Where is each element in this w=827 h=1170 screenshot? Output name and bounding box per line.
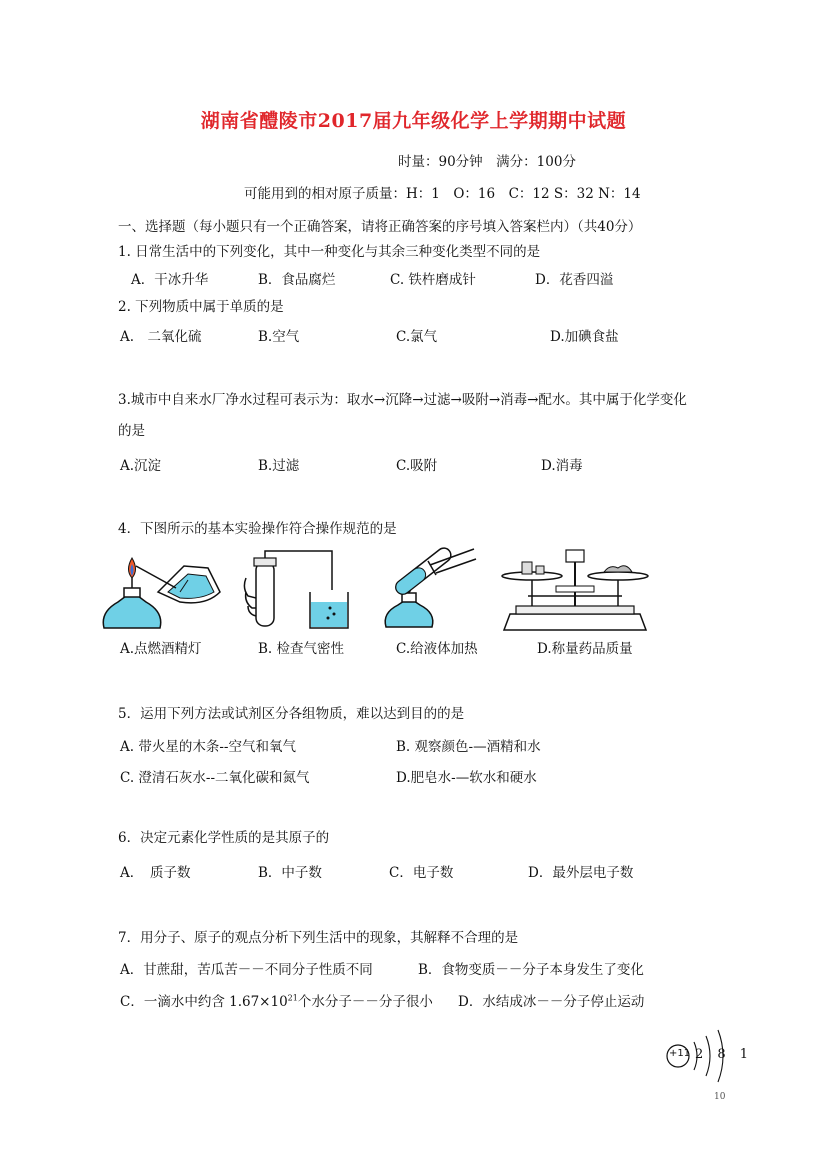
q7-option-c-text-cont: 个水分子－－分子很小	[297, 994, 433, 1010]
q2-option-d: D.加碘食盐	[550, 329, 619, 345]
q2-option-a: A. 二氧化硫	[120, 329, 202, 345]
q7-option-c-text: C．一滴水中约含 1.67×10	[120, 994, 288, 1010]
q7-option-c	[120, 990, 433, 1010]
q4-option-c: C.给液体加热	[396, 641, 478, 657]
q5-option-d: D.肥皂水-—软水和硬水	[396, 770, 537, 786]
page-number: 10	[714, 1092, 726, 1102]
q5-option-c: C. 澄清石灰水--二氧化碳和氮气	[120, 770, 310, 786]
time-info: 时量：90分钟 满分：100分	[398, 154, 576, 170]
q7-option-a: A．甘蔗甜，苦瓜苦－－不同分子性质不同	[120, 962, 373, 978]
q2-option-b: B.空气	[258, 329, 300, 345]
alcohol-lamp-lighting-figure	[96, 548, 228, 633]
q4-option-a: A.点燃酒精灯	[120, 641, 202, 657]
q4-option-d: D.称量药品质量	[537, 641, 633, 657]
q3-option-c: C.吸附	[396, 458, 438, 474]
q1-option-c: C. 铁杵磨成针	[390, 272, 476, 288]
q6-option-d: D．最外层电子数	[528, 865, 634, 881]
nucleus-charge: +11	[669, 1048, 691, 1059]
section-heading: 一、选择题（每小题只有一个正确答案，请将正确答案的序号填入答案栏内）（共40分）	[118, 219, 642, 235]
q4-option-b: B. 检查气密性	[258, 641, 345, 657]
question-2-stem: 2. 下列物质中属于单质的是	[118, 299, 284, 315]
electron-shells: 2 8 1	[695, 1047, 754, 1062]
balance-weighing-figure	[500, 546, 650, 634]
q6-option-a: A． 质子数	[120, 865, 191, 881]
question-3-stem-cont: 的是	[118, 423, 145, 439]
q1-option-d: D．花香四溢	[535, 272, 614, 288]
q1-option-a: A．干冰升华	[131, 272, 209, 288]
atomic-mass-info: 可能用到的相对原子质量：H：1 O：16 C：12 S：32 N：14	[244, 186, 641, 202]
q7-option-b: B．食物变质－－分子本身发生了变化	[418, 962, 644, 978]
question-1-stem: 1. 日常生活中的下列变化，其中一种变化与其余三种变化类型不同的是	[118, 244, 541, 260]
question-7-stem: 7．用分子、原子的观点分析下列生活中的现象，其解释不合理的是	[118, 930, 519, 946]
q7-option-d: D．水结成冰－－分子停止运动	[458, 994, 645, 1010]
q1-option-b: B．食品腐烂	[258, 272, 336, 288]
q5-option-a: A. 带火星的木条--空气和氧气	[120, 739, 296, 755]
q3-option-a: A.沉淀	[120, 458, 162, 474]
q7-exponent: 21	[287, 993, 298, 1003]
question-6-stem: 6．决定元素化学性质的是其原子的	[118, 830, 330, 846]
q6-option-c: C．电子数	[389, 865, 454, 881]
q3-option-b: B.过滤	[258, 458, 300, 474]
q6-option-b: B．中子数	[258, 865, 322, 881]
air-tightness-check-figure	[240, 548, 352, 633]
q3-option-d: D.消毒	[541, 458, 583, 474]
page-title: 湖南省醴陵市2017届九年级化学上学期期中试题	[200, 110, 627, 132]
question-5-stem: 5．运用下列方法或试剂区分各组物质，难以达到目的的是	[118, 706, 465, 722]
question-3-stem: 3.城市中自来水厂净水过程可表示为：取水→沉降→过滤→吸附→消毒→配水。其中属于化学变化	[118, 392, 687, 408]
q2-option-c: C.氯气	[396, 329, 438, 345]
question-4-stem: 4．下图所示的基本实验操作符合操作规范的是	[118, 521, 397, 537]
q5-option-b: B. 观察颜色-—酒精和水	[396, 739, 541, 755]
heating-liquid-figure	[380, 545, 480, 633]
